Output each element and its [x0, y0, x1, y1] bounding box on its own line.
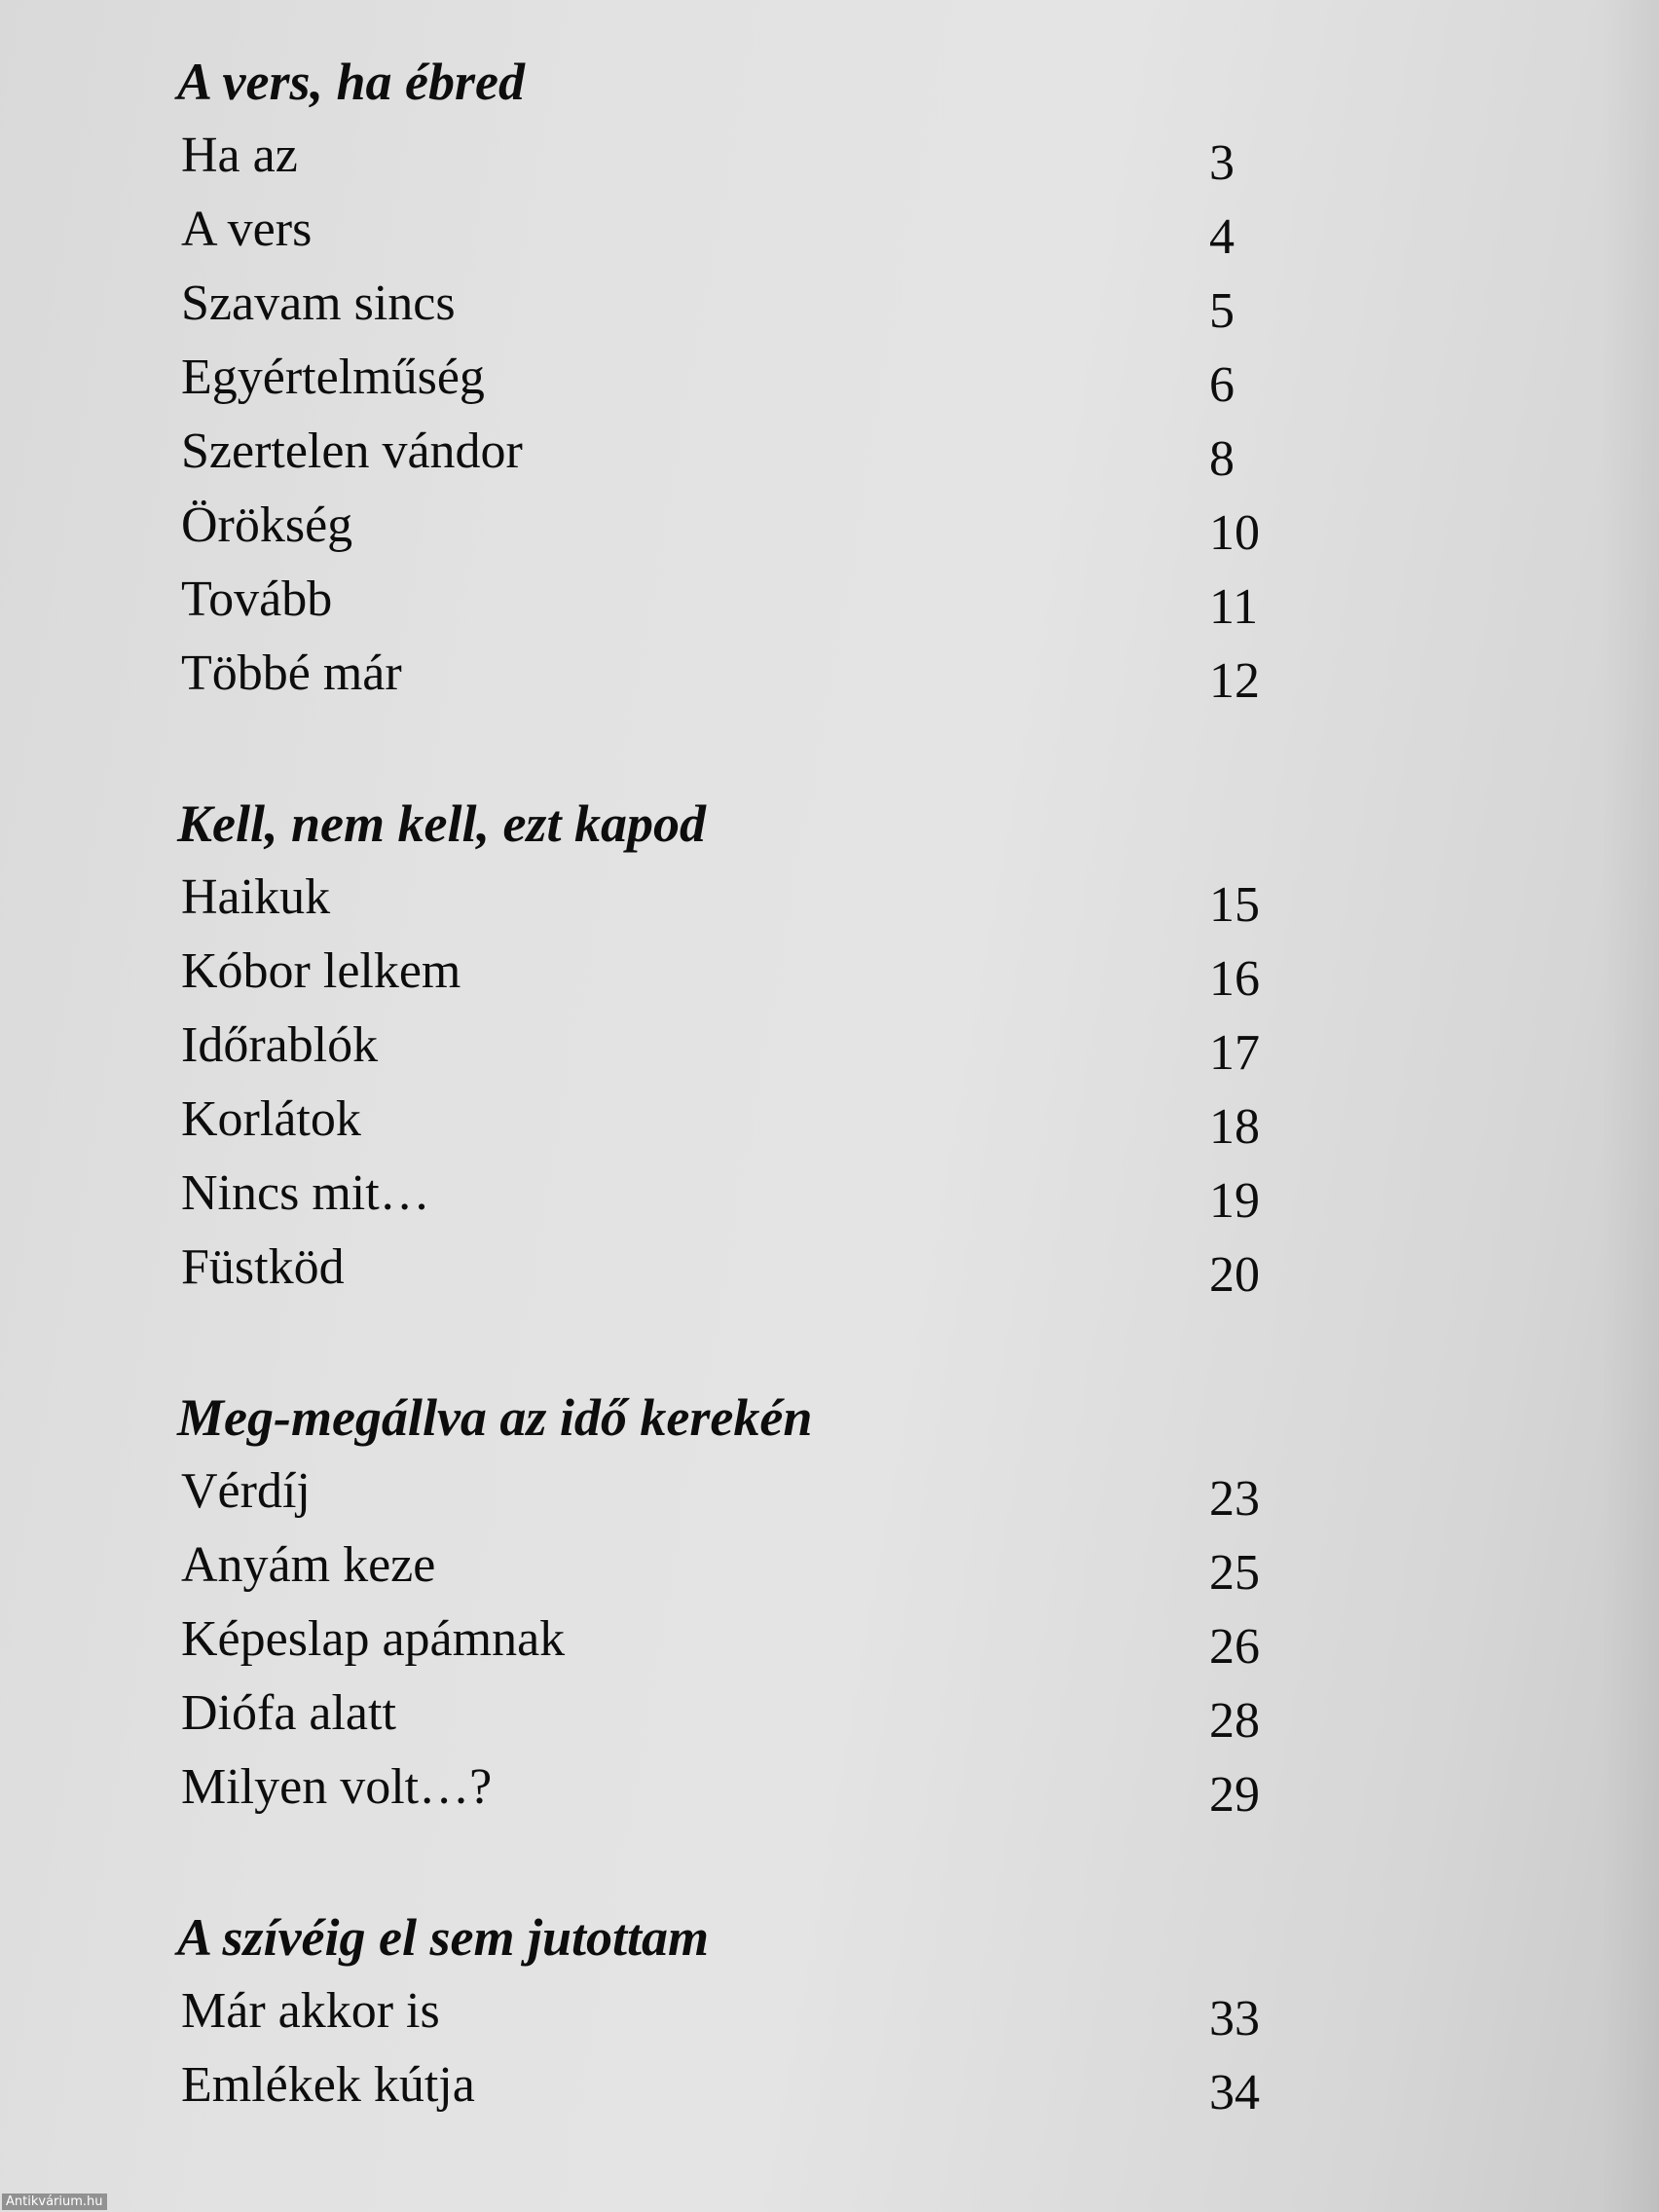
- entry-page-number: 4: [1209, 209, 1235, 265]
- toc-section: [177, 1900, 1268, 2122]
- entry-title: Szavam sincs: [181, 276, 456, 331]
- toc-section: [177, 45, 1268, 711]
- entry-page-number: 34: [1209, 2065, 1260, 2120]
- toc-entry: [177, 415, 1268, 489]
- toc-entry: [177, 1974, 1268, 2048]
- entry-title: Többé már: [181, 645, 402, 701]
- entry-page-number: 6: [1209, 357, 1235, 413]
- toc-entry: [177, 2048, 1268, 2122]
- toc-section: [177, 787, 1268, 1305]
- entry-page-number: 15: [1209, 877, 1260, 933]
- section-title: Kell, nem kell, ezt kapod: [177, 794, 706, 853]
- entry-title: Egyértelműség: [181, 350, 485, 405]
- page-edge-shadow: [1601, 0, 1659, 2212]
- entry-page-number: 5: [1209, 283, 1235, 339]
- entry-title: Kóbor lelkem: [181, 943, 461, 999]
- toc-entry: [177, 267, 1268, 341]
- entry-page-number: 10: [1209, 505, 1260, 561]
- toc-entry: [177, 1529, 1268, 1603]
- entry-page-number: 33: [1209, 1991, 1260, 2046]
- section-title: A vers, ha ébred: [177, 53, 525, 111]
- watermark: Antikvárium.hu: [2, 2194, 107, 2210]
- entry-page-number: 25: [1209, 1545, 1260, 1601]
- entry-title: Anyám keze: [181, 1537, 436, 1593]
- entry-page-number: 3: [1209, 135, 1235, 191]
- entry-page-number: 18: [1209, 1099, 1260, 1155]
- toc-entry: [177, 861, 1268, 935]
- toc-entry: [177, 1455, 1268, 1529]
- entry-title: Haikuk: [181, 869, 331, 925]
- entry-title: Emlékek kútja: [181, 2057, 475, 2113]
- section-title: Meg-megállva az idő kerekén: [177, 1388, 813, 1447]
- entry-page-number: 12: [1209, 653, 1260, 709]
- toc-entry: [177, 489, 1268, 563]
- toc-entry: [177, 1083, 1268, 1157]
- entry-page-number: 11: [1209, 579, 1259, 635]
- entry-title: Diófa alatt: [181, 1685, 396, 1741]
- toc-entry: [177, 1009, 1268, 1083]
- entry-title: A vers: [181, 202, 313, 257]
- entry-page-number: 19: [1209, 1173, 1260, 1229]
- entry-page-number: 16: [1209, 951, 1260, 1007]
- toc-entry: [177, 193, 1268, 267]
- entry-title: Már akkor is: [181, 1983, 440, 2039]
- toc-entry: [177, 1603, 1268, 1677]
- toc-entry: [177, 935, 1268, 1009]
- toc-entry: [177, 1157, 1268, 1231]
- toc-entry: [177, 1231, 1268, 1305]
- entry-page-number: 20: [1209, 1247, 1260, 1303]
- entry-title: Vérdíj: [181, 1463, 311, 1519]
- entry-title: Időrablók: [181, 1017, 379, 1073]
- entry-title: Nincs mit…: [181, 1165, 430, 1221]
- entry-title: Korlátok: [181, 1091, 361, 1147]
- toc-entry: [177, 637, 1268, 711]
- entry-title: Milyen volt…?: [181, 1759, 493, 1815]
- entry-page-number: 29: [1209, 1767, 1260, 1823]
- entry-title: Tovább: [181, 571, 333, 627]
- entry-page-number: 8: [1209, 431, 1235, 487]
- entry-page-number: 17: [1209, 1025, 1260, 1081]
- entry-page-number: 28: [1209, 1693, 1260, 1749]
- entry-page-number: 26: [1209, 1619, 1260, 1675]
- toc-section: [177, 1381, 1268, 1825]
- entry-title: Képeslap apámnak: [181, 1611, 566, 1667]
- toc-entry: [177, 563, 1268, 637]
- entry-title: Füstköd: [181, 1239, 345, 1295]
- toc-entry: [177, 1751, 1268, 1825]
- entry-title: Szertelen vándor: [181, 424, 523, 479]
- toc-entry: [177, 1677, 1268, 1751]
- toc-entry: [177, 341, 1268, 415]
- table-of-contents: [177, 45, 1268, 2198]
- entry-title: Örökség: [181, 498, 353, 553]
- entry-title: Ha az: [181, 128, 298, 183]
- toc-entry: [177, 119, 1268, 193]
- section-title: A szívéig el sem jutottam: [177, 1908, 710, 1967]
- entry-page-number: 23: [1209, 1471, 1260, 1527]
